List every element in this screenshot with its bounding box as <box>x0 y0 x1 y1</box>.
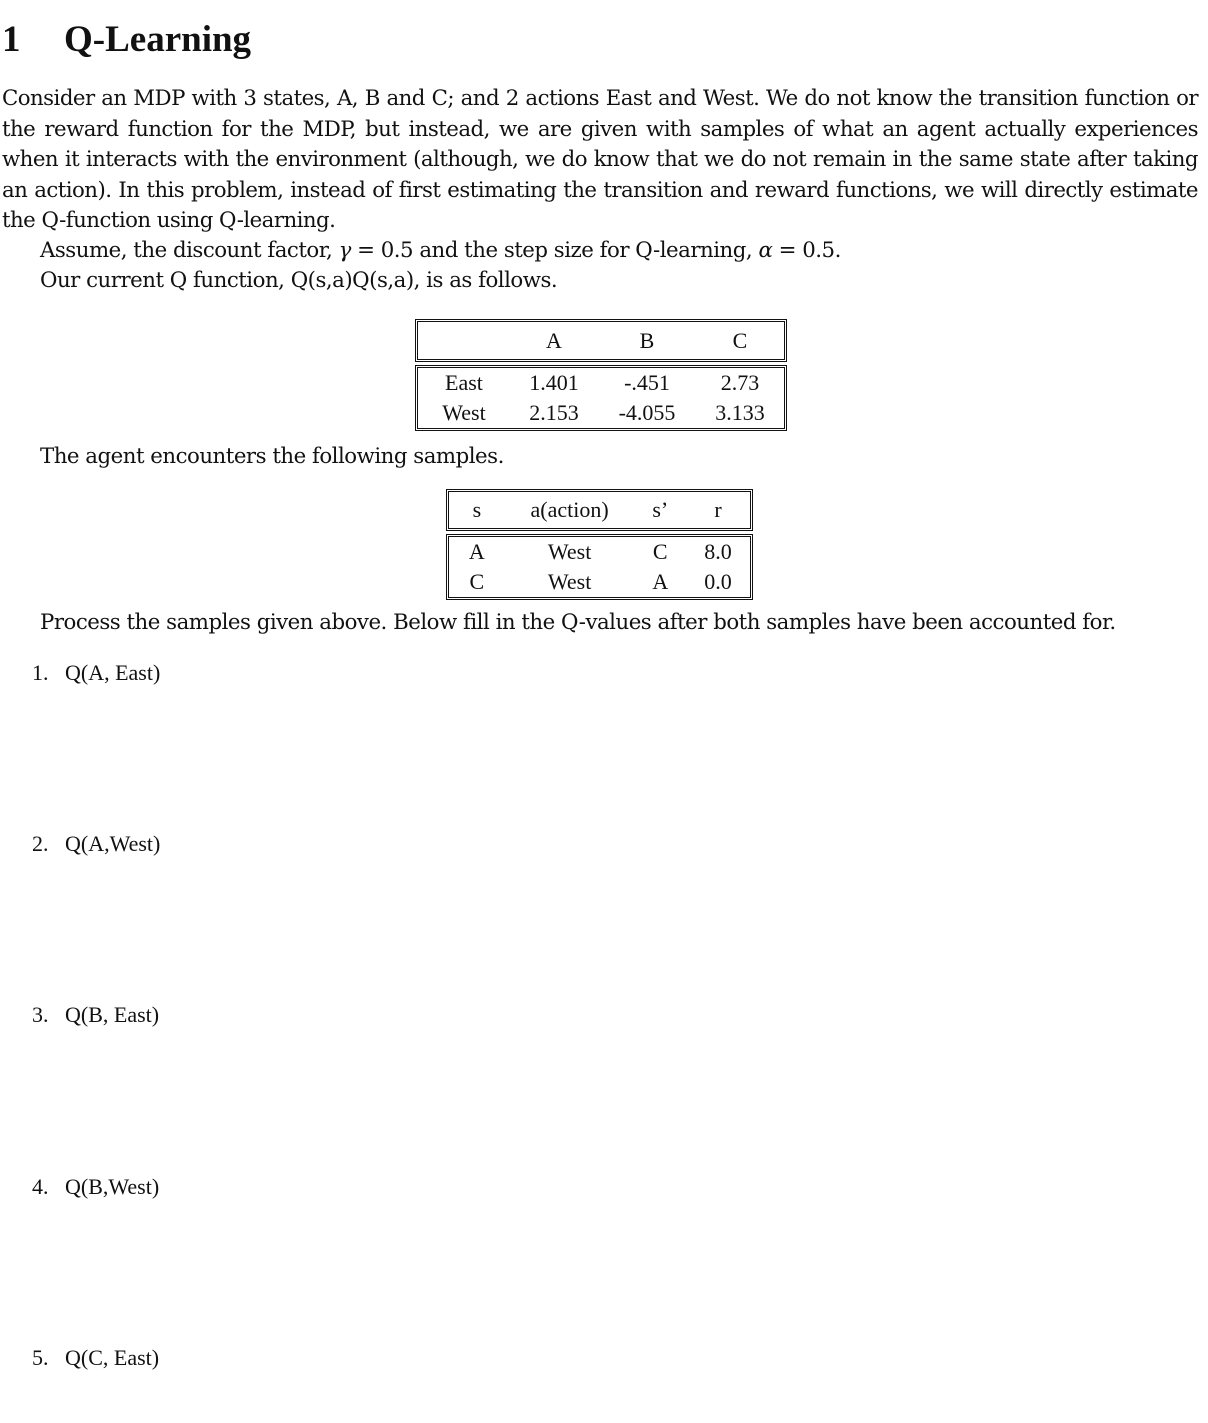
question-number: 3. <box>32 1002 49 1027</box>
question-item-3 <box>32 1002 159 1028</box>
intro-paragraph: Consider an MDP with 3 states, A, B and C; and 2 actions East and West. We do not know the transition function or the reward function for the MDP, but instead, we are given with samples of what an agent actually experiences when it interacts with the environment (although, we do know that we do not remain in the same state after taking an action). In this problem, instead of first estimating the transition and reward functions, we will directly estimate the Q-function using Q-learning. <box>2 86 1198 234</box>
section-number: 1 <box>2 19 21 60</box>
sample-cell: West <box>505 534 635 567</box>
gamma-symbol: γ <box>338 238 351 263</box>
q-table-action: East <box>415 365 510 398</box>
q-table-cell: 2.153 <box>510 398 598 431</box>
q-table-header-c: C <box>696 319 787 362</box>
samples-table <box>446 489 753 600</box>
alpha-symbol: α <box>758 238 773 263</box>
samples-header-reward: r <box>686 489 753 531</box>
samples-header-s: s <box>446 489 505 531</box>
question-number: 2. <box>32 831 49 856</box>
question-number: 4. <box>32 1174 49 1199</box>
current-q-line: Our current Q function, Q(s,a)Q(s,a), is as follows. <box>40 268 558 293</box>
samples-intro-line: The agent encounters the following samples. <box>40 444 504 469</box>
q-table-header-a: A <box>510 319 598 362</box>
sample-cell: C <box>635 534 687 567</box>
question-item-1 <box>32 660 160 686</box>
section-heading <box>2 18 251 61</box>
q-table-cell: 1.401 <box>510 365 598 398</box>
samples-header-action: a(action) <box>505 489 635 531</box>
question-text: Q(C, East) <box>65 1345 160 1370</box>
q-table-cell: 3.133 <box>696 398 787 431</box>
q-table-header-row <box>415 319 787 362</box>
sample-cell: C <box>446 567 505 600</box>
sample-cell: A <box>635 567 687 600</box>
assumption-prefix: Assume, the discount factor, <box>40 238 339 263</box>
section-title: Q-Learning <box>64 19 252 60</box>
q-table-corner <box>415 319 510 362</box>
samples-table-header-row <box>446 489 753 531</box>
q-value-table <box>415 319 787 431</box>
alpha-value-text: = 0.5. <box>772 238 841 263</box>
question-item-4 <box>32 1174 159 1200</box>
question-text: Q(A,West) <box>65 831 161 856</box>
question-number: 5. <box>32 1345 49 1370</box>
question-text: Q(A, East) <box>65 660 161 685</box>
samples-header-next-state: s’ <box>635 489 687 531</box>
sample-cell: A <box>446 534 505 567</box>
samples-table-row <box>446 534 753 567</box>
process-instruction-line: Process the samples given above. Below fill in the Q-values after both samples have been accounted for. <box>40 610 1116 635</box>
q-table-cell: -.451 <box>598 365 696 398</box>
assumption-line <box>40 238 841 263</box>
q-table-action: West <box>415 398 510 431</box>
question-item-2 <box>32 831 160 857</box>
q-table-row-west <box>415 398 787 431</box>
samples-table-row <box>446 567 753 600</box>
q-table-header-b: B <box>598 319 696 362</box>
question-text: Q(B, East) <box>65 1002 160 1027</box>
question-number: 1. <box>32 660 49 685</box>
question-item-5 <box>32 1345 159 1371</box>
sample-cell: West <box>505 567 635 600</box>
sample-cell: 0.0 <box>686 567 753 600</box>
question-text: Q(B,West) <box>65 1174 160 1199</box>
q-table-row-east <box>415 365 787 398</box>
q-table-cell: -4.055 <box>598 398 696 431</box>
gamma-value-text: = 0.5 and the step size for Q-learning, <box>350 238 759 263</box>
sample-cell: 8.0 <box>686 534 753 567</box>
q-table-cell: 2.73 <box>696 365 787 398</box>
